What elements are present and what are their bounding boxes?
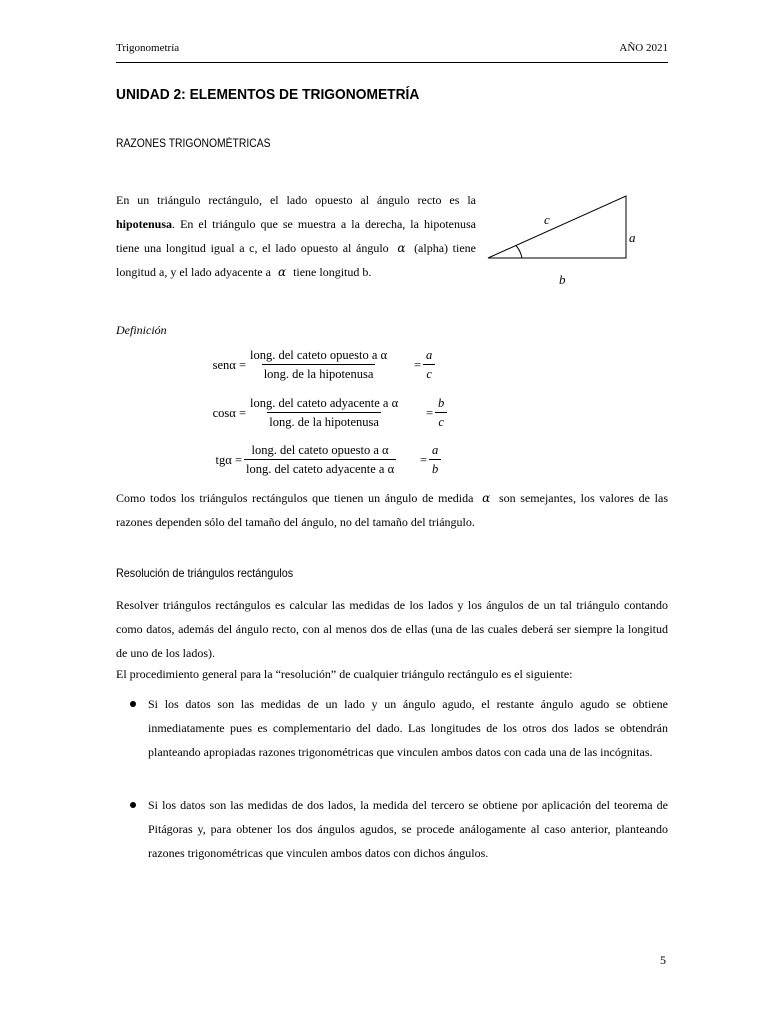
list-item: Si los datos son las medidas de un lado y un ángulo agudo, el restante ángulo agudo se obtiene inmediatamente pues es complementario del dado. Las longitudes de los otros dos lados se obtendrán planteando apropiadas razones trigonométricas que vinculen ambos datos con cada una de las incógnitas. [148, 697, 668, 759]
fraction-short [423, 346, 435, 383]
fraction-long [248, 346, 389, 383]
equals-sign: = [426, 406, 434, 420]
fraction-denominator: b [429, 459, 441, 478]
similarity-text-2: son semejantes, los valores de las razones dependen sólo del tamaño del ángulo, no del tamaño del triángulo. [116, 491, 668, 529]
intro-text-4: tiene longitud b. [293, 265, 372, 279]
bullet-icon [130, 802, 136, 808]
equals-sign: = [414, 358, 422, 372]
fraction-denominator: c [435, 412, 447, 431]
fraction-denominator: long. del cateto adyacente a α [244, 459, 396, 478]
fraction-denominator: c [423, 364, 435, 383]
intro-text-2: . En el triángulo que se muestra a la derecha, la hipotenusa tiene una longitud igual a c, el lado opuesto al ángulo [116, 217, 476, 255]
fraction-long [244, 441, 396, 478]
fraction-long [248, 394, 400, 431]
bullet-icon [130, 701, 136, 707]
fraction-numerator: a [426, 348, 433, 362]
intro-text-3: (alpha) tiene longitud a, y el lado adyacente a [116, 241, 477, 279]
fraction-denominator: long. de la hipotenusa [267, 412, 381, 431]
header-year: AÑO 2021 [619, 42, 668, 54]
section-title: RAZONES TRIGONOMÉTRICAS [116, 138, 271, 150]
formula-lhs: senα = [212, 358, 246, 372]
formula-sen [0, 346, 768, 390]
page-number: 5 [660, 953, 666, 967]
equals-sign: = [420, 453, 428, 467]
label-a: a [629, 230, 636, 245]
intro-paragraph [116, 188, 476, 284]
fraction-numerator: long. del cateto opuesto a α [251, 443, 389, 457]
triangle-shape [488, 196, 626, 258]
alpha-symbol: α [482, 491, 491, 505]
fraction-short [429, 441, 441, 478]
label-b: b [559, 272, 566, 287]
formula-lhs: tgα = [215, 453, 242, 467]
right-triangle-diagram [482, 190, 652, 290]
formula-tg [0, 441, 768, 485]
page-header [116, 42, 668, 63]
resolution-title: Resolución de triángulos rectángulos [116, 566, 294, 580]
fraction-numerator: long. del cateto opuesto a α [250, 348, 388, 362]
definition-label: Definición [116, 323, 167, 337]
alpha-symbol: α [397, 241, 406, 255]
label-c: c [544, 212, 550, 227]
list-item: Si los datos son las medidas de dos lados, la medida del tercero se obtiene por aplicación del teorema de Pitágoras y, para obtener los dos ángulos agudos, se procede análogamente al caso anterior, planteando razones trigonométricas que vinculen ambos datos con dichos ángulos. [148, 798, 668, 860]
formula-lhs: cosα = [212, 406, 246, 420]
intro-text-1: En un triángulo rectángulo, el lado opuesto al ángulo recto es la [116, 193, 476, 207]
fraction-denominator: long. de la hipotenusa [262, 364, 376, 383]
fraction-numerator: b [438, 396, 445, 410]
resolution-paragraph-2: El procedimiento general para la “resolución” de cualquier triángulo rectángulo es el siguiente: [116, 667, 573, 681]
angle-arc [516, 246, 522, 259]
header-subject: Trigonometría [116, 42, 180, 54]
fraction-short [435, 394, 447, 431]
alpha-symbol: α [277, 265, 287, 279]
intro-bold-term: hipotenusa [116, 217, 173, 231]
resolution-paragraph-1: Resolver triángulos rectángulos es calcular las medidas de los lados y los ángulos de un tal triángulo contando como datos, además del ángulo recto, con al menos dos de ellas (una de las cuales deberá ser siempre la longitud de uno de los lados). [116, 598, 668, 660]
similarity-text-1: Como todos los triángulos rectángulos que tienen un ángulo de medida [116, 491, 474, 505]
similarity-paragraph [116, 486, 668, 534]
fraction-numerator: a [432, 443, 439, 457]
unit-title: UNIDAD 2: ELEMENTOS DE TRIGONOMETRÍA [116, 86, 420, 103]
formula-cos [0, 394, 768, 438]
fraction-numerator: long. del cateto adyacente a α [250, 396, 399, 410]
